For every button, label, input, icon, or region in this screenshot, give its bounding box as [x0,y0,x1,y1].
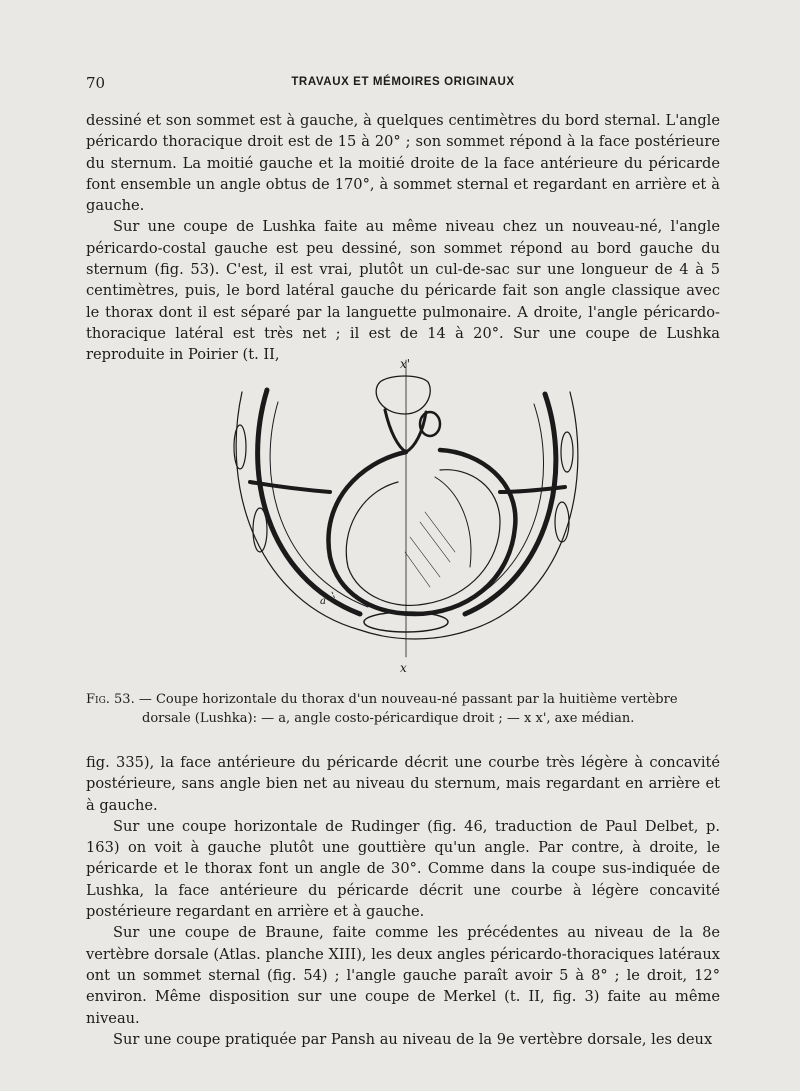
page-header [86,74,720,94]
paragraph-4: Sur une coupe horizontale de Rudinger (fig. 46, traduction de Paul Delbet, p. 163) on voit à gauche plutôt une gouttière qu'un angle. Par contre, à droite, le péricarde et le thorax font un angle de 30°. Comme dans la coupe sus-indiquée de Lushka, la face antérieure du péricarde décrit une courbe à légère concavité postérieure regardant en arrière et à gauche. [86,817,720,921]
thorax-cross-section-drawing [220,352,600,682]
caption-figure-label: Fig. 53. [86,692,135,707]
label-x: x [400,661,407,675]
running-title: TRAVAUX ET MÉMOIRES ORIGINAUX [291,76,515,88]
paragraph-6: Sur une coupe pratiquée par Pansh au niveau de la 9e vertèbre dorsale, les deux [113,1030,713,1048]
caption-line-1: — Coupe horizontale du thorax d'un nouveau-né passant par la huitième vertèbre [134,692,678,707]
paragraph-3: fig. 335), la face antérieure du péricarde décrit une courbe très légère à concavité postérieure, sans angle bien net au niveau du sternum, mais regardant en arrière et à gauche. [86,754,720,814]
text-block-bottom [86,752,720,1050]
page-number: 70 [86,74,106,92]
paragraph-5: Sur une coupe de Braune, faite comme les précédentes au niveau de la 8e vertèbre dorsale (Atlas. planche XIII), les deux angles péricardo-thoraciques latéraux ont un sommet sternal (fig. 54) ; l'angle gauche paraît avoir 5 à 8° ; le droit, 12° environ. Même disposition sur une coupe de Merkel (t. II, fig. 3) faite au même niveau. [86,924,720,1027]
label-x-prime: x' [400,357,411,371]
paragraph-1: dessiné et son sommet est à gauche, à quelques centimètres du bord sternal. L'angle péricardo thoracique droit est de 15 à 20° ; son sommet répond à la face postérieure du sternum. La moitié gauche et la moitié droite de la face antérieure du péricarde font ensemble un angle obtus de 170°, à sommet sternal et regardant en arrière et à gauche. [86,112,720,215]
thorax-section-figure [220,352,600,682]
figure-caption [86,690,720,728]
text-block-top [86,110,720,366]
label-angle-a: a [320,596,326,607]
caption-line-2: dorsale (Lushka): — a, angle costo-péricardique droit ; — x x', axe médian. [142,711,635,726]
paragraph-2: Sur une coupe de Lushka faite au même niveau chez un nouveau-né, l'angle péricardo-costal gauche est peu dessiné, son sommet répond au bord gauche du sternum (fig. 53). C'est, il est vrai, plutôt un cul-de-sac sur une longueur de 4 à 5 centimètres, puis, le bord latéral gauche du péricarde fait son angle classique avec le thorax dont il est séparé par la languette pulmonaire. A droite, l'angle péricardo-thoracique latéral est très net ; il est de 14 à 20°. Sur une coupe de Lushka reproduite in Poirier (t. II, [86,218,720,364]
